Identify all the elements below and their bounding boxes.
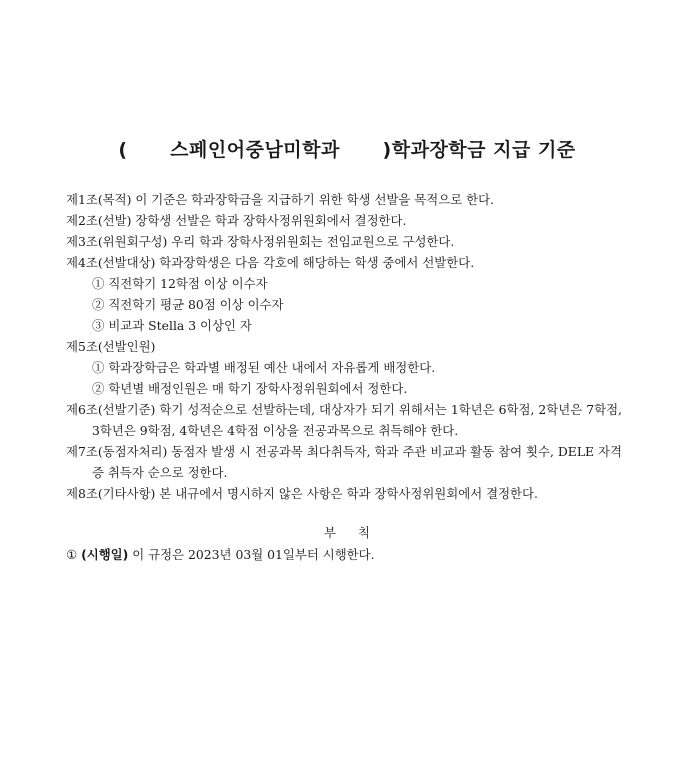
article-8: 제8조(기타사항) 본 내규에서 명시하지 않은 사항은 학과 장학사정위원회에서 결정한다. [66, 486, 538, 501]
article-5: 제5조(선발인원) [66, 339, 156, 354]
article-5-item-2: ② 학년별 배정인원은 매 학기 장학사정위원회에서 정한다. [92, 381, 408, 396]
appendix-text: 이 규정은 2023년 03월 01일부터 시행한다. [132, 547, 375, 562]
articles-body [66, 189, 622, 504]
appendix-label: (시행일) [81, 547, 129, 562]
article-6: 제6조(선발기준) 학기 성적순으로 선발하는데, 대상자가 되기 위해서는 1학년은 6학점, 2학년은 7학점, 3학년은 9학점, 4학년은 4학점 이상을 전공과목으로 취득해야 한다. [66, 402, 622, 438]
article-7: 제7조(동점자처리) 동점자 발생 시 전공과목 최다취득자, 학과 주관 비교과 활동 참여 횟수, DELE 자격증 취득자 순으로 정한다. [66, 444, 622, 480]
article-4-item-3: ③ 비교과 Stella 3 이상인 자 [92, 318, 252, 333]
appendix-item [66, 544, 622, 565]
article-1: 제1조(목적) 이 기준은 학과장학금을 지급하기 위한 학생 선발을 목적으로 한다. [66, 192, 494, 207]
article-4-item-1: ① 직전학기 12학점 이상 이수자 [92, 276, 268, 291]
article-4-item-2: ② 직전학기 평균 80점 이상 이수자 [92, 297, 284, 312]
article-4: 제4조(선발대상) 학과장학생은 다음 각호에 해당하는 학생 중에서 선발한다. [66, 255, 475, 270]
article-3: 제3조(위원회구성) 우리 학과 장학사정위원회는 전임교원으로 구성한다. [66, 234, 455, 249]
appendix-marker: ① [66, 547, 78, 562]
document-title: ( 스페인어중남미학과 )학과장학금 지급 기준 [118, 139, 576, 161]
article-2: 제2조(선발) 장학생 선발은 학과 장학사정위원회에서 결정한다. [66, 213, 407, 228]
article-5-item-1: ① 학과장학금은 학과별 배정된 예산 내에서 자유롭게 배정한다. [92, 360, 436, 375]
appendix-heading: 부칙 [324, 525, 392, 540]
